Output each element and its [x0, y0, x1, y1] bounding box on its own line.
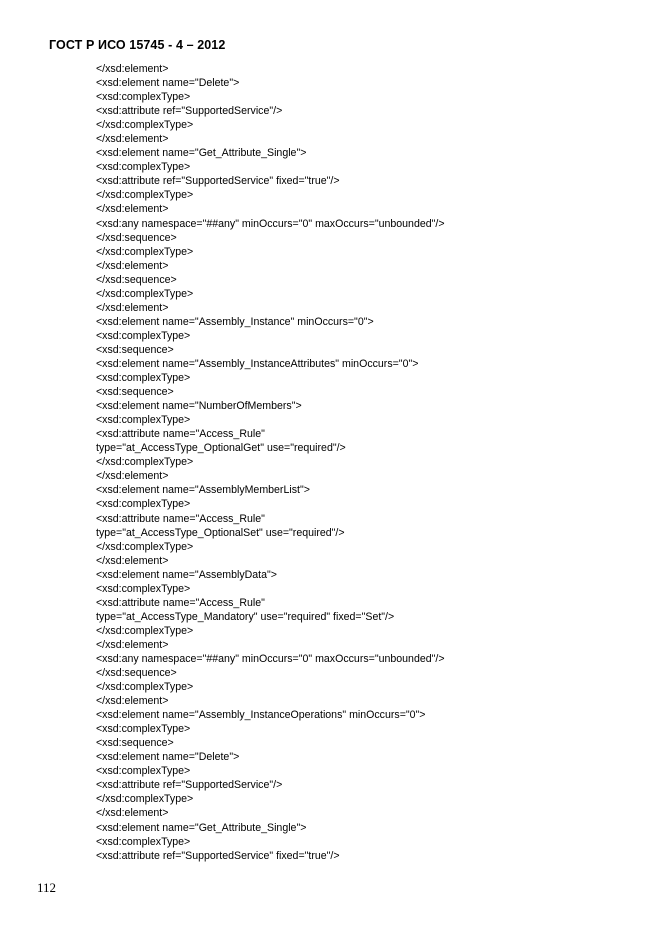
code-line: </xsd:element> — [96, 807, 169, 820]
code-line: </xsd:complexType> — [96, 624, 194, 637]
code-line: <xsd:element name="Assembly_InstanceOperations" minOccurs="0"> — [96, 709, 426, 722]
code-line: </xsd:element> — [96, 203, 169, 216]
code-line: <xsd:complexType> — [96, 91, 191, 104]
code-line: <xsd:complexType> — [96, 723, 191, 736]
code-line: </xsd:sequence> — [96, 667, 177, 680]
code-line: <xsd:element name="Assembly_InstanceAttributes" minOccurs="0"> — [96, 357, 419, 370]
code-line: <xsd:any namespace="##any" minOccurs="0" maxOccurs="unbounded"/> — [96, 217, 445, 230]
code-line: </xsd:complexType> — [96, 287, 194, 300]
code-line: <xsd:attribute name="Access_Rule" — [96, 512, 265, 525]
code-line: <xsd:sequence> — [96, 343, 174, 356]
page-number: 112 — [37, 880, 57, 895]
code-line: <xsd:element name="Delete"> — [96, 77, 240, 90]
code-line: <xsd:complexType> — [96, 414, 191, 427]
code-line: </xsd:element> — [96, 133, 169, 146]
code-line: <xsd:attribute name="Access_Rule" — [96, 428, 265, 441]
code-line: </xsd:complexType> — [96, 456, 194, 469]
code-line: </xsd:complexType> — [96, 119, 194, 132]
xml-schema-listing — [96, 62, 445, 863]
code-line: </xsd:complexType> — [96, 540, 194, 553]
code-line: </xsd:element> — [96, 63, 169, 75]
code-line: <xsd:attribute name="Access_Rule" — [96, 596, 265, 609]
code-line: </xsd:element> — [96, 554, 169, 567]
code-line: </xsd:element> — [96, 470, 169, 483]
code-line: </xsd:complexType> — [96, 793, 194, 806]
code-line: <xsd:element name="AssemblyMemberList"> — [96, 484, 310, 497]
code-line: <xsd:complexType> — [96, 372, 191, 385]
code-line: </xsd:element> — [96, 638, 169, 651]
code-line: <xsd:attribute ref="SupportedService"/> — [96, 105, 283, 118]
code-line: type="at_AccessType_OptionalGet" use="required"/> — [96, 442, 346, 455]
code-line: <xsd:complexType> — [96, 161, 191, 174]
code-line: <xsd:element name="Get_Attribute_Single"> — [96, 821, 307, 834]
code-line: <xsd:attribute ref="SupportedService" fixed="true"/> — [96, 175, 340, 188]
code-line: <xsd:complexType> — [96, 765, 191, 778]
code-line: <xsd:element name="AssemblyData"> — [96, 568, 277, 581]
code-line: </xsd:complexType> — [96, 245, 194, 258]
code-line: </xsd:complexType> — [96, 681, 194, 694]
document-header-title: ГОСТ Р ИСО 15745 - 4 – 2012 — [49, 38, 226, 52]
code-line: <xsd:sequence> — [96, 737, 174, 750]
code-line: <xsd:sequence> — [96, 386, 174, 399]
code-line: <xsd:element name="Get_Attribute_Single"> — [96, 147, 307, 160]
code-line: </xsd:element> — [96, 301, 169, 314]
code-line: <xsd:attribute ref="SupportedService" fixed="true"/> — [96, 849, 340, 862]
code-line: </xsd:element> — [96, 695, 169, 708]
code-line: <xsd:complexType> — [96, 835, 191, 848]
code-line: <xsd:any namespace="##any" minOccurs="0" maxOccurs="unbounded"/> — [96, 652, 445, 665]
code-line: <xsd:element name="Delete"> — [96, 751, 240, 764]
code-line: </xsd:sequence> — [96, 231, 177, 244]
code-line: </xsd:complexType> — [96, 189, 194, 202]
code-line: <xsd:complexType> — [96, 498, 191, 511]
code-line: </xsd:element> — [96, 259, 169, 272]
code-line: <xsd:attribute ref="SupportedService"/> — [96, 779, 283, 792]
code-line: type="at_AccessType_Mandatory" use="required" fixed="Set"/> — [96, 610, 395, 623]
code-line: type="at_AccessType_OptionalSet" use="required"/> — [96, 526, 345, 539]
code-line: <xsd:complexType> — [96, 329, 191, 342]
code-line: <xsd:complexType> — [96, 582, 191, 595]
code-line: <xsd:element name="Assembly_Instance" minOccurs="0"> — [96, 315, 374, 328]
code-line: <xsd:element name="NumberOfMembers"> — [96, 400, 302, 413]
code-line: </xsd:sequence> — [96, 273, 177, 286]
